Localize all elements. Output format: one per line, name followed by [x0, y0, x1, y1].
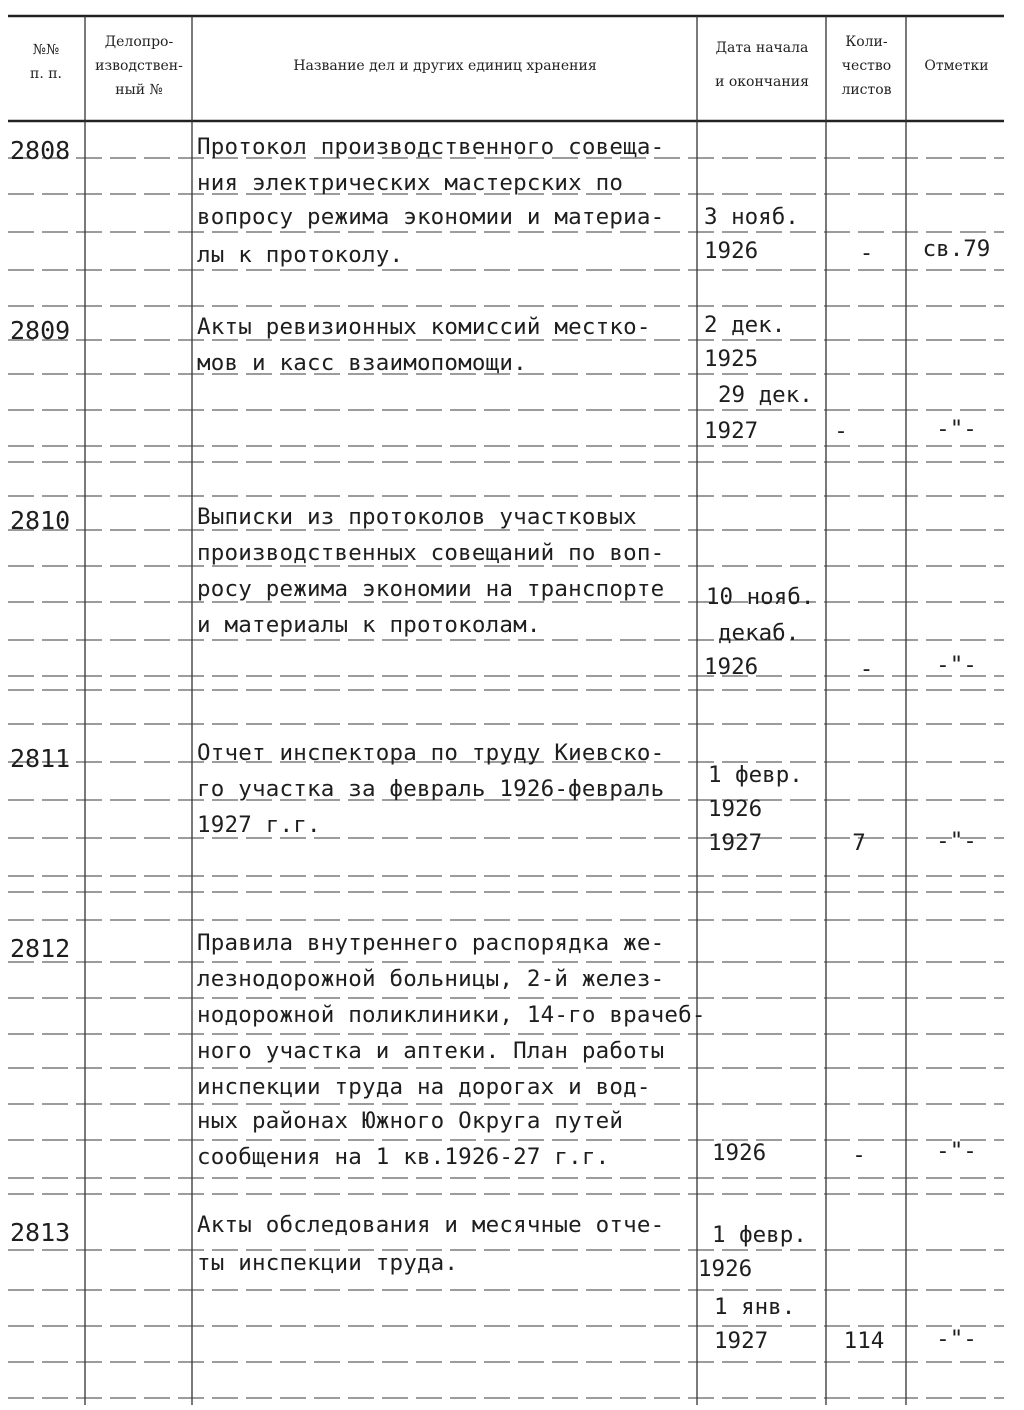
row-notes: -"-: [936, 1326, 977, 1352]
row-title-line: Правила внутреннего распорядка же-: [197, 930, 665, 956]
row-date: 1927: [714, 1328, 769, 1354]
row-sheets-count: -: [834, 418, 848, 444]
header-sheets-line-3: листов: [841, 82, 892, 98]
row-title-line: сообщения на 1 кв.1926-27 г.г.: [197, 1144, 610, 1170]
header-title: Название дел и других единиц хранения: [293, 58, 597, 74]
row-date: 1 февр.: [708, 762, 803, 788]
row-date: 1926: [704, 238, 759, 264]
row-sheets-count: 7: [852, 830, 866, 856]
row-date: 1926: [698, 1256, 753, 1282]
row-sheets-count: -: [852, 1142, 866, 1168]
row-title-line: лезнодорожной больницы, 2-й желез-: [197, 966, 665, 992]
row-sheets-count: 114: [843, 1328, 885, 1354]
row-date: 29 дек.: [718, 382, 813, 408]
header-notes: Отметки: [924, 58, 989, 74]
row-title-line: 1927 г.г.: [197, 812, 321, 838]
row-title-line: производственных совещаний по воп-: [197, 540, 665, 566]
row-date: 1 февр.: [712, 1222, 807, 1248]
header-number-line-2: п. п.: [29, 66, 62, 82]
row-date: 1926: [704, 654, 759, 680]
row-date: 3 нояб.: [704, 204, 799, 230]
row-number: 2812: [10, 934, 71, 963]
row-date: 1927: [704, 418, 759, 444]
row-date: 10 нояб.: [706, 584, 815, 610]
row-title-line: ния электрических мастерских по: [197, 170, 624, 196]
header-case-line-1: Делопро-: [104, 34, 174, 50]
row-title-line: инспекции труда на дорогах и вод-: [197, 1074, 651, 1100]
header-sheets-line-1: Коли-: [845, 34, 888, 50]
row-date: декаб.: [718, 620, 800, 646]
row-title-line: ного участка и аптеки. План работы: [197, 1038, 665, 1064]
row-number: 2810: [10, 506, 71, 535]
row-date: 1925: [704, 346, 759, 372]
row-number: 2809: [10, 316, 71, 345]
header-case-column: [88, 30, 190, 102]
row-title-line: Протокол производственного совеща-: [197, 134, 665, 160]
row-date: 2 дек.: [704, 312, 786, 338]
row-notes: -"-: [936, 828, 977, 854]
row-title-line: росу режима экономии на транспорте: [197, 576, 665, 602]
row-title-line: Отчет инспектора по труду Киевско-: [197, 740, 665, 766]
row-number: 2808: [10, 136, 71, 165]
row-title-line: и материалы к протоколам.: [197, 612, 541, 638]
row-date: 1926: [708, 796, 763, 822]
row-title-line: ных районах Южного Округа путей: [197, 1108, 624, 1134]
row-sheets-count: -: [859, 656, 874, 682]
row-number: 2813: [10, 1218, 71, 1247]
row-date: 1 янв.: [714, 1294, 796, 1320]
row-title-line: нодорожной поликлиники, 14-го врачеб-: [197, 1002, 706, 1028]
header-dates-column: [700, 36, 824, 94]
header-number-line-1: №№: [32, 42, 60, 58]
row-date: 1927: [708, 830, 763, 856]
row-title-line: Выписки из протоколов участковых: [197, 504, 637, 530]
row-notes: св.79: [922, 236, 991, 262]
row-sheets-count: -: [859, 240, 874, 266]
row-title-line: вопросу режима экономии и материа-: [197, 204, 665, 230]
row-title-line: лы к протоколу.: [197, 242, 404, 268]
header-notes-column: [909, 54, 1004, 78]
row-title-line: мов и касс взаимопомощи.: [197, 350, 527, 376]
header-dates-line-2: и окончания: [715, 74, 809, 90]
header-sheets-column: [829, 30, 904, 102]
row-title-line: Акты ревизионных комиссий местко-: [197, 314, 651, 340]
header-number-column: [10, 38, 82, 86]
row-title-line: ты инспекции труда.: [197, 1250, 459, 1276]
row-title-line: Акты обследования и месячные отче-: [197, 1212, 665, 1238]
row-title-line: го участка за февраль 1926-февраль: [197, 776, 665, 802]
header-sheets-line-2: чество: [841, 58, 892, 74]
row-notes: -"-: [936, 416, 977, 442]
row-notes: -"-: [936, 652, 977, 678]
header-title-column: [196, 54, 694, 78]
row-number: 2811: [10, 744, 71, 773]
header-dates-line-1: Дата начала: [715, 40, 809, 56]
header-case-line-2: изводствен-: [95, 58, 183, 74]
row-notes: -"-: [936, 1138, 977, 1164]
header-case-line-3: ный №: [115, 82, 163, 98]
row-date: 1926: [712, 1140, 767, 1166]
